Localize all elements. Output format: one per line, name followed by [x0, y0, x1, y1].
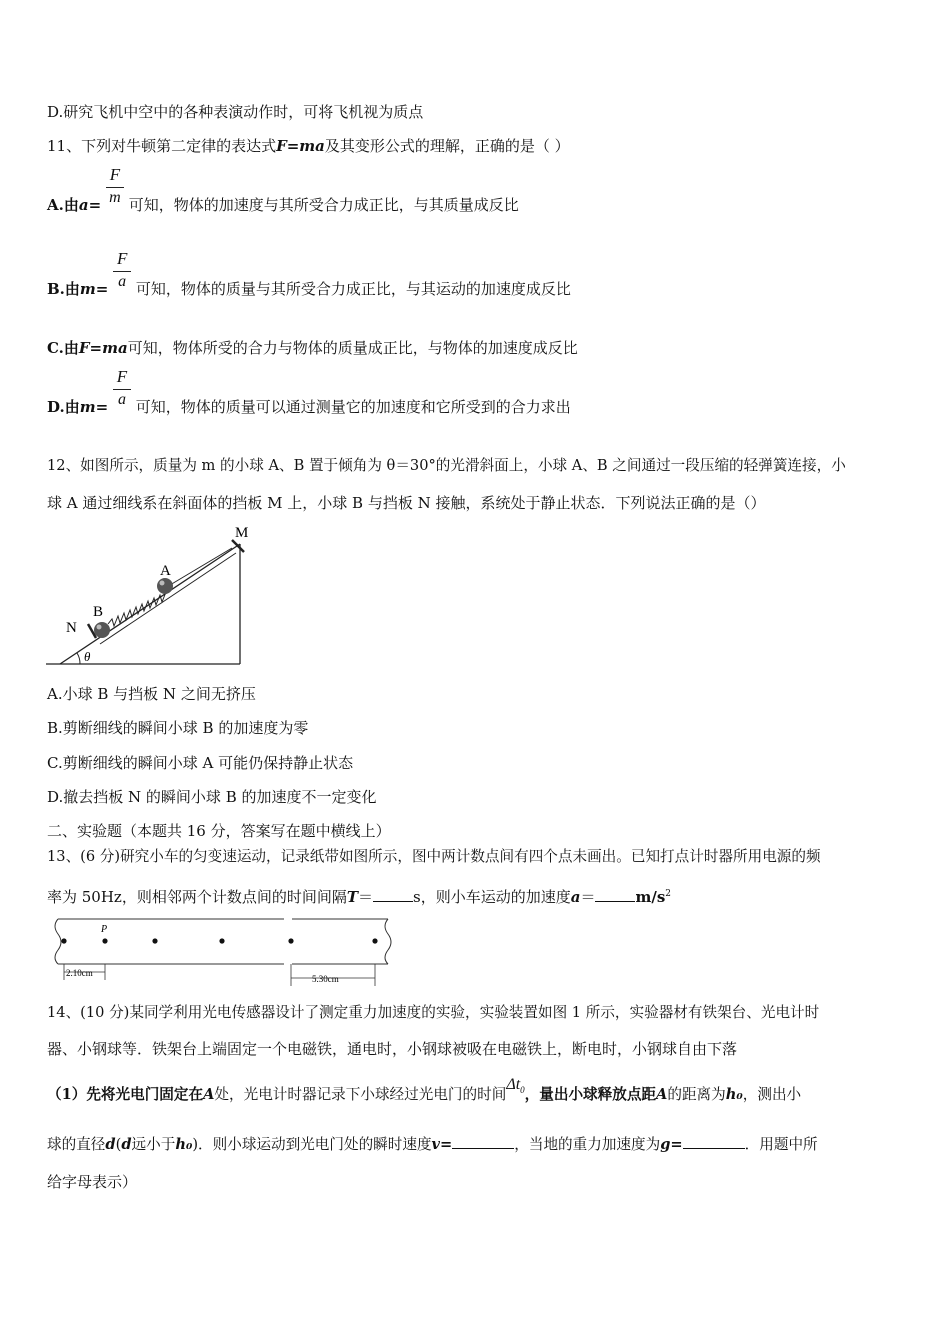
tape-dot — [288, 938, 293, 943]
option-12b: B.剪断细线的瞬间小球 B 的加速度为零 — [47, 719, 309, 737]
question-12-line1: 12、如图所示，质量为 m 的小球 A、B 置于倾角为 θ＝30°的光滑斜面上，小球 A、B 之间通过一段压缩的轻弹簧连接，小 — [47, 457, 846, 474]
incline-figure — [40, 520, 270, 670]
question-14-line5: 给字母表示） — [47, 1173, 138, 1191]
question-12-line2: 球 A 通过细线系在斜面体的挡板 M 上，小球 B 与挡板 N 接触，系统处于静止状态．下列说法正确的是（） — [47, 494, 766, 512]
ball-a — [157, 578, 173, 594]
fraction: $\frac{F}{a}$ — [113, 397, 131, 417]
label-n: N — [66, 620, 77, 636]
option-11a: A.由a= $\frac{F}{m}$ 可知，物体的加速度与其所受合力成正比，与其质量成反比 — [47, 165, 519, 214]
dim-label-2: 5.30cm — [312, 974, 339, 984]
fraction: $\frac{F}{m}$ — [106, 195, 124, 215]
question-14-line3: （1）先将光电门固定在A处，光电计时器记录下小球经过光电门的时间$\Delta t_0$，量出小球释放点距A的距离为h₀，测出小 — [47, 1076, 802, 1103]
delta-t0: $\Delta t_0$ — [506, 1076, 525, 1096]
option-12c: C.剪断细线的瞬间小球 A 可能仍保持静止状态 — [47, 754, 354, 772]
question-14-line4: 球的直径d(d远小于h₀)．则小球运动到光电门处的瞬时速度v= ，当地的重力加速度为g= ．用题中所 — [47, 1136, 818, 1153]
label-p: P — [101, 924, 108, 935]
blank-g[interactable] — [683, 1134, 745, 1149]
dim-label-1: 2.10cm — [66, 968, 93, 978]
option-12a: A.小球 B 与挡板 N 之间无挤压 — [47, 685, 256, 703]
question-13-line2: 率为 50Hz，则相邻两个计数点间的时间间隔T＝ s，则小车运动的加速度$a= m/s^2$ — [47, 888, 672, 906]
tape-dot — [102, 938, 107, 943]
fraction: $\frac{F}{a}$ — [113, 279, 131, 299]
blank-v[interactable] — [452, 1134, 514, 1149]
option-12d: D.撤去挡板 N 的瞬间小球 B 的加速度不一定变化 — [47, 788, 377, 806]
question-14-line2: 器、小钢球等．铁架台上端固定一个电磁铁，通电时，小钢球被吸在电磁铁上，断电时，小钢球自由下落 — [47, 1040, 738, 1058]
tape-dot — [152, 938, 157, 943]
option-d-prev: D.研究飞机中空中的各种表演动作时，可将飞机视为质点 — [47, 103, 424, 121]
tape-dot — [219, 938, 224, 943]
label-m: M — [235, 525, 249, 541]
label-a: A — [160, 563, 171, 579]
option-11d: D.由m= $\frac{F}{a}$ 可知，物体的质量可以通过测量它的加速度和它所受到的合力求出 — [47, 367, 571, 416]
label-b: B — [93, 604, 104, 620]
option-11b: B.由m= $\frac{F}{a}$ 可知，物体的质量与其所受合力成正比，与其运动的加速度成反比 — [47, 249, 571, 298]
ball-b — [94, 622, 110, 638]
tape-dot — [61, 938, 66, 943]
label-theta: θ — [84, 649, 91, 664]
tape-dot — [372, 938, 377, 943]
option-11c: C.由F=ma可知，物体所受的合力与物体的质量成正比，与物体的加速度成反比 — [47, 339, 578, 357]
blank-t[interactable] — [373, 887, 413, 902]
section-2-heading: 二、实验题（本题共 16 分，答案写在题中横线上） — [47, 822, 391, 840]
blank-a[interactable] — [595, 887, 635, 902]
question-13-line1: 13、(6 分)研究小车的匀变速运动，记录纸带如图所示，图中两计数点间有四个点未画出。已知打点计时器所用电源的频 — [47, 848, 821, 865]
question-11: 11、下列对牛顿第二定律的表达式F=ma及其变形公式的理解，正确的是（ ） — [47, 137, 570, 155]
tape-figure — [44, 914, 404, 994]
question-14-line1: 14、(10 分)某同学利用光电传感器设计了测定重力加速度的实验，实验装置如图 1 所示，实验器材有铁架台、光电计时 — [47, 1004, 820, 1021]
